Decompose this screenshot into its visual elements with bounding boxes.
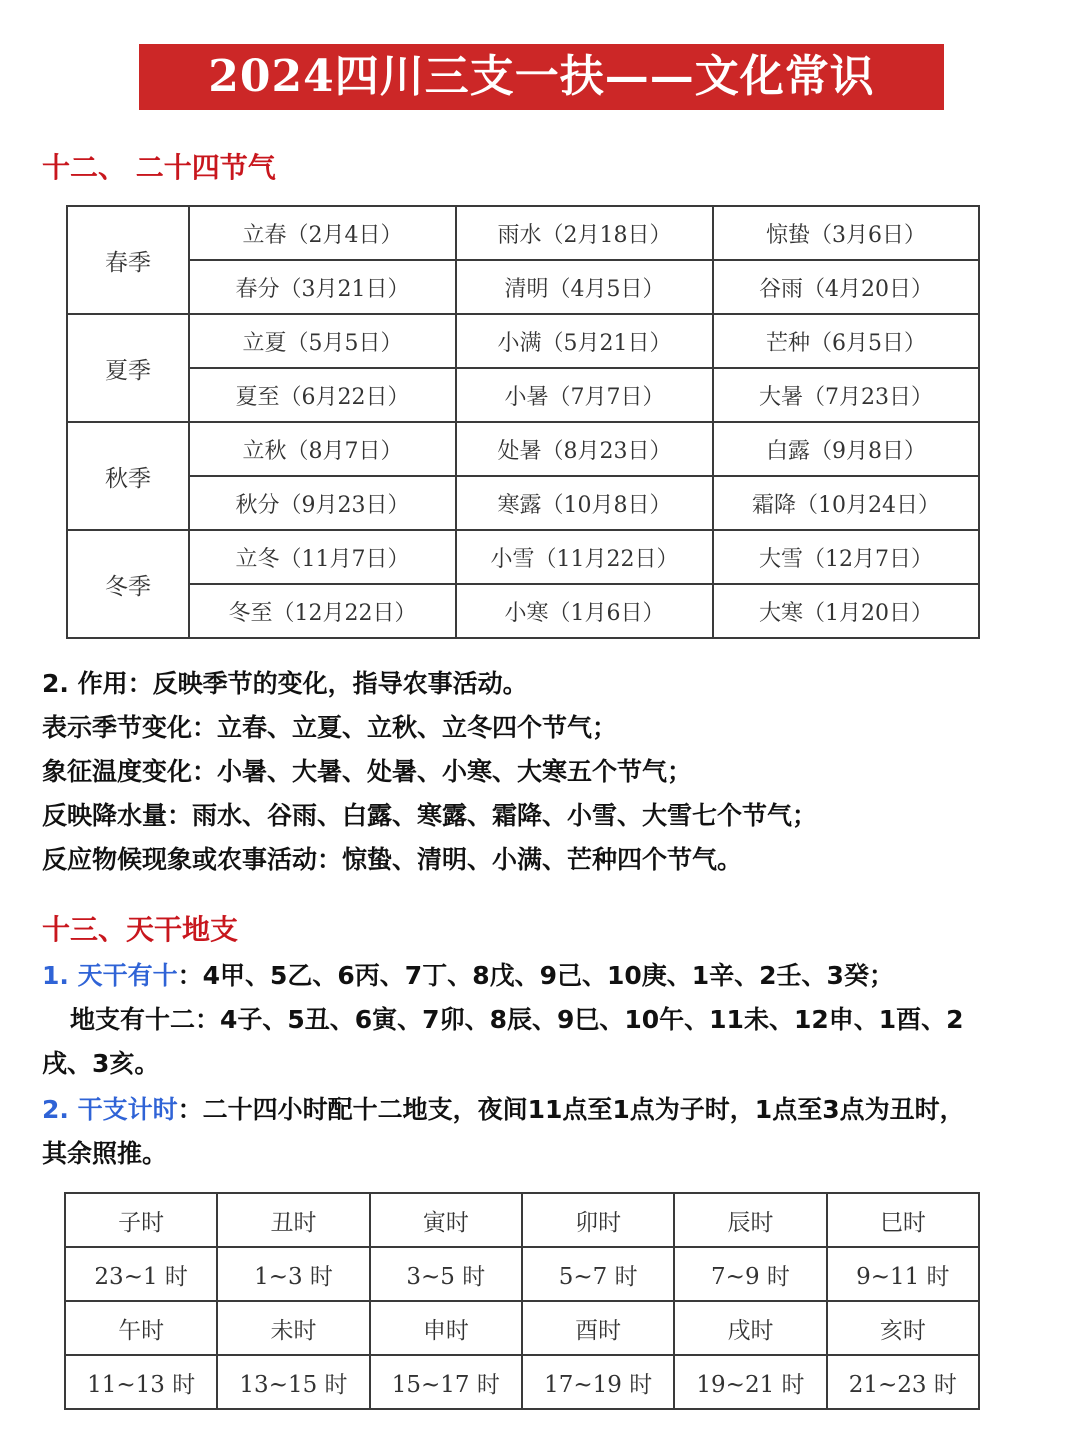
table-row <box>67 206 979 260</box>
term-cell: 小寒（1月6日） <box>456 584 713 638</box>
term-cell: 小雪（11月22日） <box>456 530 713 584</box>
section-13-heading: 十三、天干地支 <box>42 913 239 946</box>
hour-range-cell: 15~17 时 <box>370 1355 522 1409</box>
hour-range-cell: 21~23 时 <box>827 1355 979 1409</box>
term-cell: 立冬（11月7日） <box>189 530 456 584</box>
solar-terms-table <box>66 205 980 639</box>
function-line: 2. 作用：反映季节的变化，指导农事活动。 <box>42 669 528 698</box>
term-cell: 大寒（1月20日） <box>713 584 979 638</box>
hours-table <box>64 1192 980 1410</box>
hour-name-cell: 寅时 <box>370 1193 522 1247</box>
term-cell: 立秋（8月7日） <box>189 422 456 476</box>
season-cell: 夏季 <box>67 314 189 422</box>
hour-name-cell: 亥时 <box>827 1301 979 1355</box>
temperature-line: 象征温度变化：小暑、大暑、处暑、小寒、大寒五个节气； <box>42 757 693 786</box>
hour-range-cell: 23~1 时 <box>65 1247 217 1301</box>
term-cell: 立春（2月4日） <box>189 206 456 260</box>
term-cell: 惊蛰（3月6日） <box>713 206 979 260</box>
term-cell: 夏至（6月22日） <box>189 368 456 422</box>
hour-range-cell: 19~21 时 <box>674 1355 826 1409</box>
term-cell: 立夏（5月5日） <box>189 314 456 368</box>
hour-name-cell: 戌时 <box>674 1301 826 1355</box>
phenology-line: 反应物候现象或农事活动：惊蛰、清明、小满、芒种四个节气。 <box>42 845 743 874</box>
season-cell: 秋季 <box>67 422 189 530</box>
page-banner: 2024四川三支一扶——文化常识 <box>139 44 944 110</box>
table-row <box>65 1301 979 1355</box>
term-cell: 处暑（8月23日） <box>456 422 713 476</box>
tiangan-text: ：4甲、5乙、6丙、7丁、8戊、9己、10庚、1辛、2壬、3癸； <box>177 961 894 990</box>
ganzhi-timing-cont: 其余照推。 <box>42 1139 168 1168</box>
term-cell: 秋分（9月23日） <box>189 476 456 530</box>
dizhi-line: 地支有十二：4子、5丑、6寅、7卯、8辰、9巳、10午、11未、12申、1酉、2 <box>70 1005 964 1034</box>
season-cell: 冬季 <box>67 530 189 638</box>
table-row <box>67 260 979 314</box>
season-cell: 春季 <box>67 206 189 314</box>
hour-name-cell: 未时 <box>217 1301 369 1355</box>
table-row <box>67 530 979 584</box>
term-cell: 大雪（12月7日） <box>713 530 979 584</box>
table-row <box>67 422 979 476</box>
hour-name-cell: 卯时 <box>522 1193 674 1247</box>
tiangan-line <box>42 956 894 992</box>
hour-range-cell: 7~9 时 <box>674 1247 826 1301</box>
hour-name-cell: 午时 <box>65 1301 217 1355</box>
table-row <box>67 368 979 422</box>
term-cell: 寒露（10月8日） <box>456 476 713 530</box>
term-cell: 芒种（6月5日） <box>713 314 979 368</box>
ganzhi-timing-label: 2. 干支计时 <box>42 1095 178 1124</box>
ganzhi-timing-text: ：二十四小时配十二地支，夜间11点至1点为子时，1点至3点为丑时， <box>177 1095 965 1124</box>
table-row <box>67 314 979 368</box>
tiangan-label: 1. 天干有十 <box>42 961 178 990</box>
hour-name-cell: 辰时 <box>674 1193 826 1247</box>
hour-range-cell: 11~13 时 <box>65 1355 217 1409</box>
hour-name-cell: 丑时 <box>217 1193 369 1247</box>
hour-name-cell: 巳时 <box>827 1193 979 1247</box>
term-cell: 雨水（2月18日） <box>456 206 713 260</box>
hour-name-cell: 子时 <box>65 1193 217 1247</box>
term-cell: 春分（3月21日） <box>189 260 456 314</box>
hour-range-cell: 9~11 时 <box>827 1247 979 1301</box>
hour-range-cell: 17~19 时 <box>522 1355 674 1409</box>
section-12-heading: 十二、 二十四节气 <box>42 151 276 184</box>
hour-range-cell: 5~7 时 <box>522 1247 674 1301</box>
ganzhi-timing-line <box>42 1090 965 1126</box>
table-row <box>65 1247 979 1301</box>
hour-name-cell: 酉时 <box>522 1301 674 1355</box>
hour-range-cell: 3~5 时 <box>370 1247 522 1301</box>
hour-name-cell: 申时 <box>370 1301 522 1355</box>
dizhi-line-cont: 戌、3亥。 <box>42 1049 160 1078</box>
season-change-line: 表示季节变化：立春、立夏、立秋、立冬四个节气； <box>42 713 618 742</box>
term-cell: 冬至（12月22日） <box>189 584 456 638</box>
term-cell: 谷雨（4月20日） <box>713 260 979 314</box>
table-row <box>67 584 979 638</box>
precipitation-line: 反映降水量：雨水、谷雨、白露、寒露、霜降、小雪、大雪七个节气； <box>42 801 818 830</box>
term-cell: 白露（9月8日） <box>713 422 979 476</box>
hour-range-cell: 1~3 时 <box>217 1247 369 1301</box>
term-cell: 小暑（7月7日） <box>456 368 713 422</box>
term-cell: 小满（5月21日） <box>456 314 713 368</box>
term-cell: 大暑（7月23日） <box>713 368 979 422</box>
term-cell: 清明（4月5日） <box>456 260 713 314</box>
hour-range-cell: 13~15 时 <box>217 1355 369 1409</box>
table-row <box>65 1355 979 1409</box>
term-cell: 霜降（10月24日） <box>713 476 979 530</box>
table-row <box>65 1193 979 1247</box>
table-row <box>67 476 979 530</box>
